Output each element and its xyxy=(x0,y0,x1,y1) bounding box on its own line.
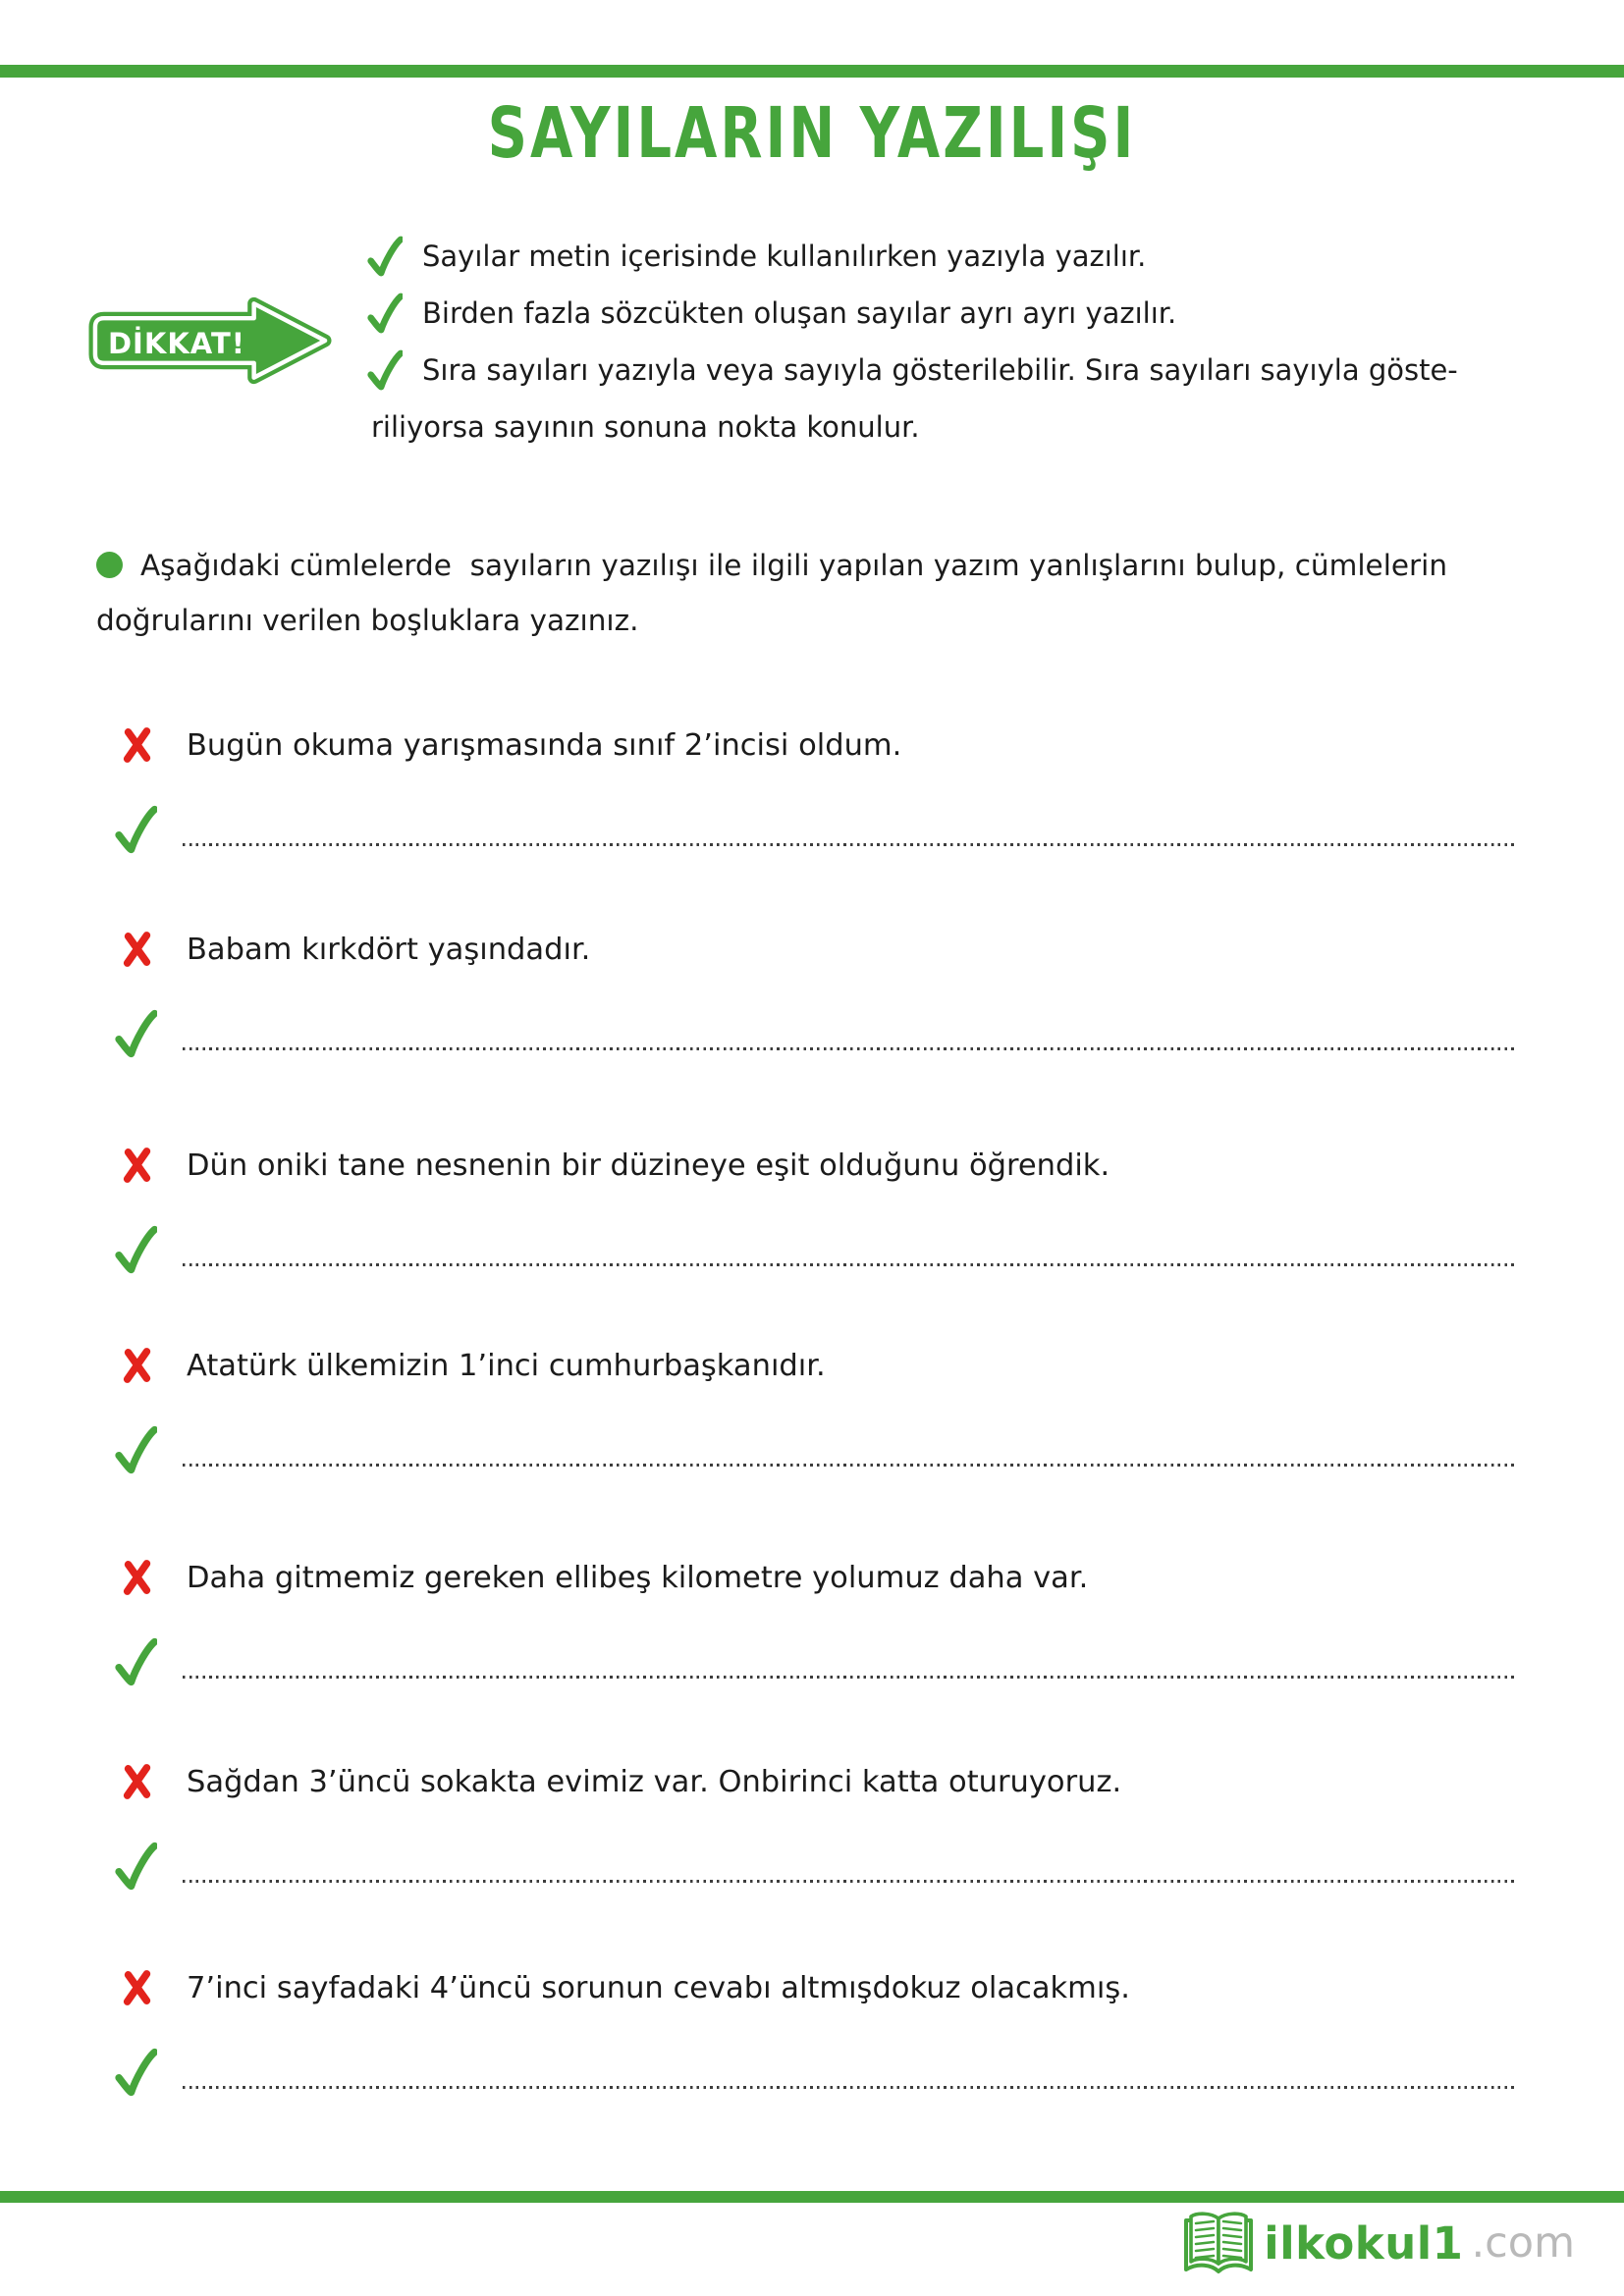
attention-label: DİKKAT! xyxy=(107,327,245,360)
check-icon xyxy=(112,1225,157,1274)
x-mark-icon xyxy=(122,1763,153,1800)
x-mark-icon xyxy=(122,726,153,764)
check-icon xyxy=(112,1842,157,1891)
wrong-sentence: Bugün okuma yarışmasında sınıf 2’incisi oldum. xyxy=(187,727,902,763)
x-mark-icon xyxy=(122,1969,153,2006)
rule-item xyxy=(365,228,1558,285)
brand-name: ilkokul1 xyxy=(1264,2216,1464,2269)
answer-line[interactable] xyxy=(183,843,1516,846)
x-mark-icon xyxy=(122,1347,153,1384)
x-mark-icon xyxy=(122,1147,153,1184)
exercise-item xyxy=(0,1343,1624,1474)
answer-row xyxy=(0,1633,1624,1686)
rule-text: Birden fazla sözcükten oluşan sayılar ayrı ayrı yazılır. xyxy=(422,296,1177,330)
answer-line[interactable] xyxy=(183,1880,1516,1883)
check-icon xyxy=(112,2048,157,2097)
answer-line[interactable] xyxy=(183,1464,1516,1467)
answer-line[interactable] xyxy=(183,1263,1516,1266)
answer-row xyxy=(0,2044,1624,2097)
x-mark-icon xyxy=(122,1559,153,1596)
rules-list xyxy=(365,228,1558,455)
wrong-sentence-row xyxy=(0,1759,1624,1804)
check-icon xyxy=(365,293,408,334)
exercise-item xyxy=(0,1965,1624,2097)
answer-line[interactable] xyxy=(183,1676,1516,1679)
x-mark-icon xyxy=(122,931,153,968)
answer-row xyxy=(0,801,1624,854)
answer-line[interactable] xyxy=(183,1047,1516,1050)
open-book-icon xyxy=(1181,2207,1256,2279)
wrong-sentence: Sağdan 3’üncü sokakta evimiz var. Onbirinci katta oturuyoruz. xyxy=(187,1764,1122,1799)
check-icon xyxy=(112,805,157,854)
page-title: SAYILARIN YAZILIŞI xyxy=(487,92,1137,176)
brand-suffix: .com xyxy=(1471,2218,1575,2268)
answer-row xyxy=(0,1421,1624,1474)
exercise-item xyxy=(0,1143,1624,1274)
bullet-dot-icon xyxy=(96,552,123,578)
wrong-sentence-row xyxy=(0,1555,1624,1600)
wrong-sentence: Atatürk ülkemizin 1’inci cumhurbaşkanıdır. xyxy=(187,1348,826,1383)
wrong-sentence: 7’inci sayfadaki 4’üncü sorunun cevabı altmışdokuz olacakmış. xyxy=(187,1970,1130,2005)
exercise-item xyxy=(0,1555,1624,1686)
attention-badge xyxy=(88,289,332,391)
wrong-sentence: Daha gitmemiz gereken ellibeş kilometre yolumuz daha var. xyxy=(187,1560,1089,1595)
wrong-sentence: Dün oniki tane nesnenin bir düzineye eşit olduğunu öğrendik. xyxy=(187,1148,1110,1183)
site-logo xyxy=(1181,2207,1575,2279)
check-icon xyxy=(365,236,408,277)
instruction-text: Aşağıdaki cümlelerde sayıların yazılışı ile ilgili yapılan yazım yanlışlarını bulup, cümlelerin doğrularını verilen boşluklara yazınız. xyxy=(96,549,1457,637)
rule-text: Sıra sayıları yazıyla veya sayıyla gösterilebilir. Sıra sayıları sayıyla göste- xyxy=(422,353,1458,387)
answer-line[interactable] xyxy=(183,2086,1516,2089)
check-icon xyxy=(365,349,408,391)
wrong-sentence-row xyxy=(0,722,1624,768)
wrong-sentence-row xyxy=(0,1343,1624,1388)
footer-divider xyxy=(0,2191,1624,2203)
answer-row xyxy=(0,1005,1624,1058)
instruction xyxy=(96,538,1551,648)
wrong-sentence-row xyxy=(0,1143,1624,1188)
wrong-sentence: Babam kırkdört yaşındadır. xyxy=(187,932,591,967)
check-icon xyxy=(112,1425,157,1474)
rule-text: Sayılar metin içerisinde kullanılırken yazıyla yazılır. xyxy=(422,240,1147,273)
wrong-sentence-row xyxy=(0,927,1624,972)
check-icon xyxy=(112,1009,157,1058)
rule-item-continuation xyxy=(365,399,1558,455)
rule-text: riliyorsa sayının sonuna nokta konulur. xyxy=(371,410,920,444)
exercise-item xyxy=(0,1759,1624,1891)
top-divider xyxy=(0,65,1624,78)
exercise-item xyxy=(0,722,1624,854)
answer-row xyxy=(0,1838,1624,1891)
rule-item xyxy=(365,285,1558,342)
exercise-item xyxy=(0,927,1624,1058)
check-icon xyxy=(112,1637,157,1686)
answer-row xyxy=(0,1221,1624,1274)
rule-item xyxy=(365,342,1558,399)
wrong-sentence-row xyxy=(0,1965,1624,2010)
